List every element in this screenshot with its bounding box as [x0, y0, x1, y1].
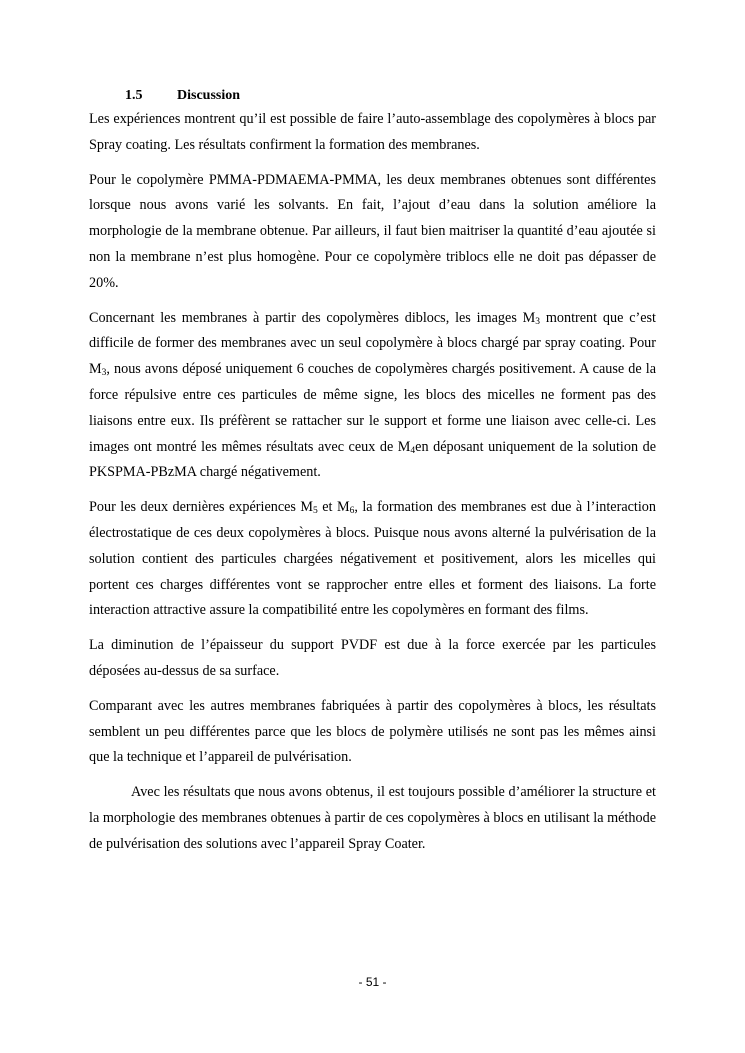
paragraph-comparison: Comparant avec les autres membranes fabriquées à partir des copolymères à blocs, les résultats semblent un peu différentes parce que les blocs de polymère utilisés ne sont pas les mêmes ainsi que la technique et l’appareil de pulvérisation.	[89, 697, 656, 766]
document-page	[89, 86, 656, 867]
paragraph-last-experiments: Pour les deux dernières expériences $M_5$ et $M_6$, la formation des membranes est due à l’interaction électrostatique de ces deux copolymères à blocs. Puisque nous avons alterné la pulvérisation de la solution contient des particules chargées négativement et positivement, alors les micelles qui portent ces charges différentes vont se rapprocher entre elles et forment des liaisons. La forte interaction attractive assure la compatibilité entre les copolymères en formant des films.	[89, 499, 656, 619]
paragraph-conclusion: Avec les résultats que nous avons obtenus, il est toujours possible d’améliorer la structure et la morphologie des membranes obtenues à partir de ces copolymères à blocs en utilisant la méthode de pulvérisation des solutions avec l’appareil Spray Coater.	[89, 784, 656, 852]
paragraph-pvdf: La diminution de l’épaisseur du support PVDF est due à la force exercée par les particules déposées au-dessus de sa surface.	[89, 637, 656, 679]
section-heading	[89, 86, 656, 106]
paragraph-intro: Les expériences montrent qu’il est possible de faire l’auto-assemblage des copolymères à blocs par Spray coating. Les résultats confirment la formation des membranes.	[89, 111, 656, 153]
paragraph-triblock: Pour le copolymère PMMA-PDMAEMA-PMMA, les deux membranes obtenues sont différentes lorsque nous avons varié les solvants. En fait, l’ajout d’eau dans la solution améliore la morphologie de la membrane obtenue. Par ailleurs, il faut bien maitriser la quantité d’eau ajoutée si non la membrane n’est plus homogène. Pour ce copolymère triblocs elle ne doit pas dépasser de 20%.	[89, 171, 656, 291]
section-number: 1.5	[125, 88, 143, 103]
page-number: - 51 -	[358, 975, 387, 989]
paragraph-diblock: Concernant les membranes à partir des copolymères diblocs, les images $M_3$ montrent que c’est difficile de former des membranes avec un seul copolymère à blocs chargé par spray coating. Pour $M_3$, nous avons déposé uniquement 6 couches de copolymères chargés positivement. A cause de la force répulsive entre ces particules de même signe, les blocs des micelles ne forment pas des liaisons entre eux. Ils préfèrent se rattacher sur le support et forme une liaison avec celle-ci. Les images ont montré les mêmes résultats avec ceux de $M_4en$ déposant uniquement de la solution de PKSPMA-PBzMA chargé négativement.	[89, 309, 656, 481]
section-title: Discussion	[177, 88, 241, 103]
